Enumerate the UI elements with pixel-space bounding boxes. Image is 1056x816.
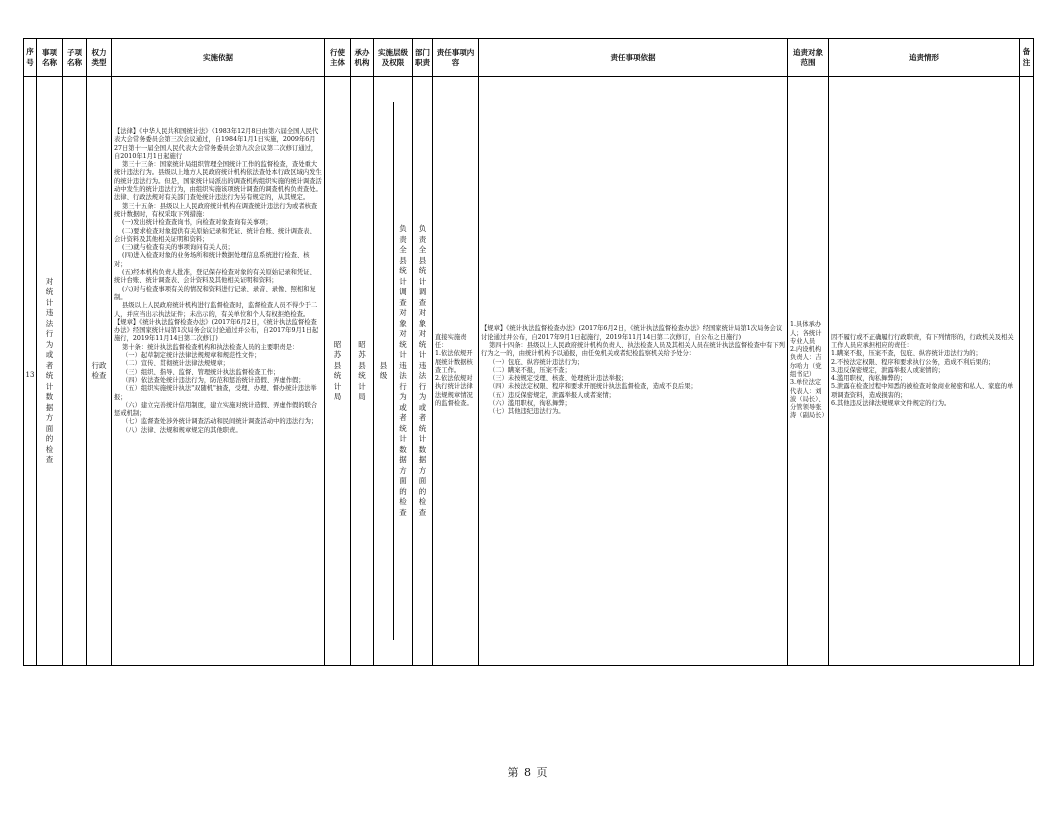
header-power-type: 权力类型: [87, 39, 112, 77]
resp-basis-text: [479, 324, 787, 417]
cell-power-type: 行政检查: [87, 77, 112, 666]
cell-resp-content: [433, 77, 479, 666]
header-sub-item-name: 子项名称: [63, 39, 87, 77]
basis-line: （五）组织实施统计执法"双随机"抽查，受理、办理、督办统计违法举报；: [114, 385, 317, 401]
resp-basis-line: （二）瞒案不报，压案不查；: [489, 366, 571, 374]
accountable-cases-line: 1.瞒案不报，压案不查，包庇、纵容统计违法行为的；: [831, 350, 982, 358]
resp-basis-line: （六）滥用职权，徇私舞弊；: [489, 400, 571, 408]
basis-line: (三)就与检查有关的事项询问有关人员；: [122, 244, 234, 252]
cell-subject: 昭苏县统计局: [325, 77, 351, 666]
header-accountable-scope: 追责对象范围: [788, 39, 829, 77]
accountable-scope-line: 2.内设机构负责人：吉尔哈力（党组书记）: [790, 346, 822, 378]
table-row: [24, 77, 1034, 666]
header-undertaker: 承办机构: [351, 39, 374, 77]
level-left: 县级: [374, 102, 394, 640]
header-basis: 实施依据: [112, 39, 325, 77]
page-number: 第 8 页: [507, 766, 549, 779]
header-row: [24, 39, 1034, 77]
header-subject: 行使主体: [325, 39, 351, 77]
resp-content-text: [433, 333, 478, 410]
basis-line: 【规章】《统计执法监督检查办法》(2017年6月2日，《统计执法监督检查办法》经国家统计局第1次局务会议讨论通过并公布，自2017年9月1日起施行，2019年11月14日第二次修订): [114, 318, 319, 343]
basis-line: 【法律】《中华人民共和国统计法》（1983年12月8日由第六届全国人民代表大会常务委员会第三次会议通过，自1984年1月1日实施，2009年6月27日第十一届全国人民代表大会常务委员会第九次会议第二次修订通过，自2010年1月1日起施行: [114, 128, 319, 160]
resp-content-line: 1.依法依规开展统计数据核查工作。: [435, 350, 473, 374]
cell-level: [374, 77, 413, 666]
header-resp-basis: 责任事项依据: [479, 39, 788, 77]
cell-seq: 13: [24, 77, 37, 666]
cell-undertaker: 昭苏县统计局: [351, 77, 374, 666]
basis-text: [112, 127, 324, 436]
accountable-scope-line: 3.单位法定代表人：刘波（局长）、分管领导张涛（副局长）: [790, 379, 828, 420]
basis-line: （六）建立完善统计信用制度，建立实施对统计造假、弄虚作假的联合惩戒机制；: [114, 401, 318, 418]
header-item-name: 事项名称: [37, 39, 63, 77]
header-seq: 序号: [24, 39, 37, 77]
header-level: 实施层级及权限: [374, 39, 413, 77]
basis-line: 第十条：统计执法监督检查机构和执法检查人员的主要职责是：: [122, 343, 299, 351]
resp-content-line: 2.依法依规对执行统计法律法规规章情况的监督检查。: [435, 375, 473, 408]
cell-accountable-cases: [829, 77, 1020, 666]
resp-basis-line: （四）未按法定权限、程序和要求开展统计执法监督检查，造成不良后果；: [489, 383, 697, 391]
cell-item-name: 对统计违法行为或者统计数据方面的检查: [37, 77, 63, 666]
accountable-cases-line: 2.不按法定权限、程序和要求执行公务，造成不利后果的；: [831, 358, 995, 366]
responsibility-table: [23, 38, 1034, 666]
basis-line: (五)经本机构负责人批准，登记保存检查对象的有关原始记录和凭证、统计台账、统计调查表、会计资料及其他相关证明和资料；: [114, 269, 316, 285]
basis-line: (一)发出统计检查查询书，向检查对象查询有关事项；: [122, 219, 272, 227]
basis-line: （四）依法查处统计违法行为，防范和惩治统计造假、弄虚作假；: [122, 376, 305, 384]
accountable-scope-line: 1.具体承办人；各统计专业人员: [790, 321, 822, 345]
basis-line: (四)进入检查对象的业务场所和统计数据处理信息系统进行检查、核对；: [114, 252, 310, 268]
basis-line: (二)要求检查对象提供有关原始记录和凭证、统计台账、统计调查表、会计资料及其他相关证明和资料；: [114, 227, 316, 243]
basis-line: （三）组织、指导、监督、管理统计执法监督检查工作；: [122, 368, 280, 376]
basis-line: （七）监督查处涉外统计调查活动和民间统计调查活动中的违法行为；: [122, 418, 318, 426]
header-remark: 备注: [1020, 39, 1034, 77]
resp-basis-line: （一）包庇、纵容统计违法行为；: [489, 358, 584, 366]
resp-basis-line: （五）违反保密规定，泄露举报人或者案情；: [489, 391, 615, 399]
cell-resp-basis: [479, 77, 788, 666]
cell-remark: [1020, 77, 1034, 666]
resp-basis-line: （七）其他违纪违法行为。: [489, 408, 565, 416]
cell-basis: [112, 77, 325, 666]
resp-content-line: 直接实施责任：: [435, 333, 467, 349]
cell-dept-duty: 负责全县统计调查对象对统计违法行为或者统计数据方面的检查: [413, 77, 433, 666]
level-right-duty: 负责全县统计调查对象对统计违法行为或者统计数据方面的检查: [399, 224, 407, 517]
accountable-cases-line: 3.违反保密规定，泄露举报人或案情的；: [831, 366, 945, 374]
accountable-scope-text: [788, 320, 828, 422]
accountable-cases-line: 6.其他违反法律法规规章文件规定的行为。: [831, 400, 951, 408]
basis-line: （二）宣传、贯彻统计法律法规规章；: [122, 360, 230, 368]
basis-line: 第三十五条：县级以上人民政府统计机构在调查统计违法行为或者核查统计数据时，有权采取下列措施：: [114, 202, 318, 218]
basis-line: （一）起草制定统计法律法规规章和规范性文件；: [122, 352, 261, 360]
accountable-cases-text: [829, 333, 1019, 410]
resp-basis-line: 【规章】《统计执法监督检查办法》(2017年6月2日，《统计执法监督检查办法》经国家统计局第1次局务会议讨论通过并公布，自2017年9月1日起施行，2019年11月14日第二次修订，自公布之日施行): [481, 325, 783, 341]
accountable-cases-line: 5.泄露在检查过程中知悉的被检查对象商业秘密和私人、家庭的单项调查资料，造成损害的；: [831, 383, 1014, 399]
basis-line: （八）法律、法规和规章规定的其他职责。: [122, 426, 242, 434]
basis-line: 第三十三条：国家统计局组织管理全国统计工作的监督检查，查处重大统计违法行为。县级以上地方人民政府统计机构依法查处本行政区域内发生的统计违法行为。但是，国家统计局派出的调查机构组织实施的统计调查活动中发生的统计违法行为，由组织实施该项统计调查的调查机构负责查处。法律、行政法规对有关部门查处统计违法行为另有规定的，从其规定。: [114, 161, 322, 202]
cell-sub-item-name: [63, 77, 87, 666]
basis-line: (六)对与检查事项有关的情况和资料进行记录、录音、录像、照相和复制。: [114, 285, 316, 301]
header-resp-content: 责任事项内容: [433, 39, 479, 77]
header-accountable-cases: 追责情形: [829, 39, 1020, 77]
resp-basis-line: （三）未按规定受理、核查、处理统计违法举报；: [489, 375, 628, 383]
header-dept-duty: 部门职责: [413, 39, 433, 77]
basis-line: 县级以上人民政府统计机构进行监督检查时，监督检查人员不得少于二人，并应当出示执法证件；未出示的，有关单位和个人有权拒绝检查。: [114, 302, 318, 318]
resp-basis-line: 第四十四条：县级以上人民政府统计机构负责人、执法检查人员及其相关人员在统计执法监督检查中有下列行为之一的，由统计机构予以通报，由任免机关或者纪检监察机关给予处分：: [481, 341, 785, 358]
cell-accountable-scope: [788, 77, 829, 666]
accountable-cases-line: 4.滥用职权，徇私舞弊的；: [831, 375, 907, 383]
accountable-cases-line: 因不履行或不正确履行行政职责，有下列情形的，行政机关及相关工作人员应承担相应的责任：: [831, 333, 1014, 349]
